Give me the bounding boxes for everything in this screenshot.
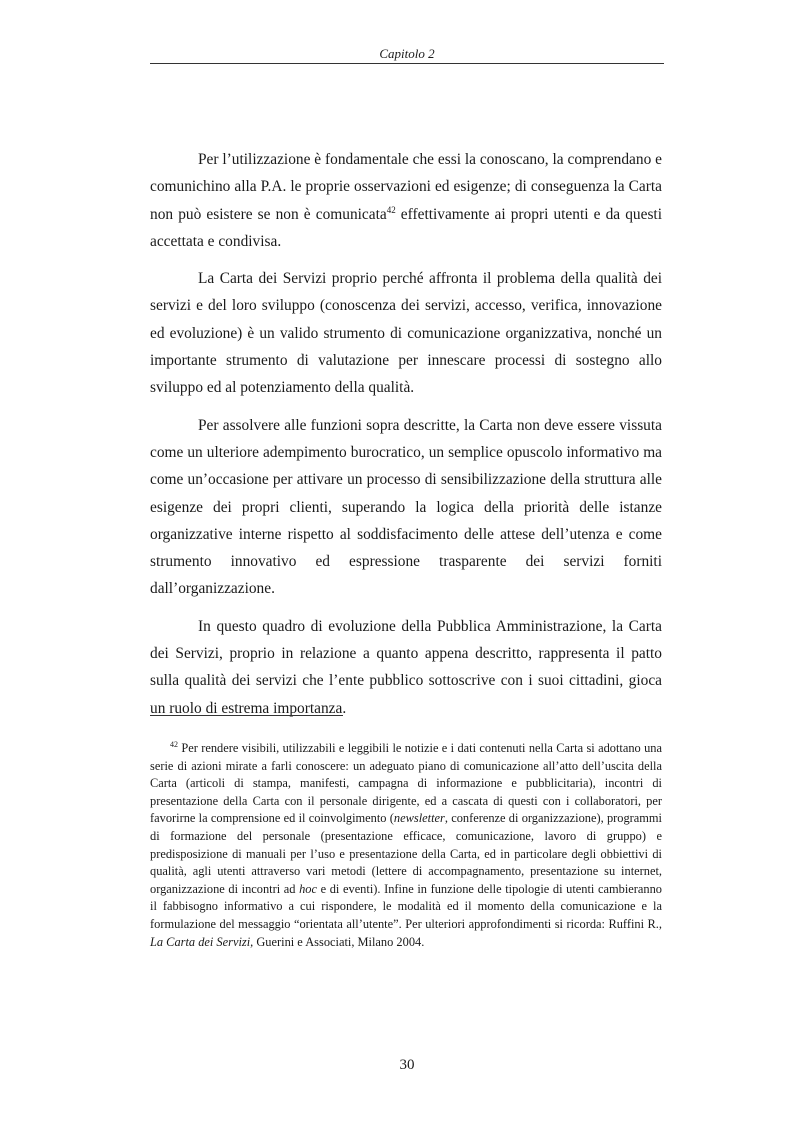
paragraph-1-text-after: effettivamente ai propri utenti e da questi accettata e condivisa. bbox=[150, 205, 662, 250]
footnote-italic-book-title: La Carta dei Servizi, bbox=[150, 934, 254, 949]
main-body bbox=[150, 146, 662, 722]
header-rule bbox=[150, 63, 664, 64]
footnote-text-2: , conferenze di organizzazione), programmi di formazione del personale (presentazione efficace, comunicazione, lavoro di gruppo) e predisposizione di manuali per l’uso e presentazione della Carta, ed in particolare degli obbiettivi di qualità, agli utenti attraverso vari metodi (lettere di accompagnamento, presentazione su internet, organizzazione di incontri ad bbox=[150, 811, 662, 896]
footnote-text-1: Per rendere visibili, utilizzabili e leggibili le notizie e i dati contenuti nella Carta si adottano una serie di azioni mirate a farli conoscere: un adeguato piano di comunicazione all’atto dell’uscita della Carta (articoli di stampa, manifesti, campagna di informazione e pubblicitaria), incontri di presentazione della Carta con il personale dirigente, ed a cascata di questi con i collaboratori, per favorirne la comprensione ed il coinvolgimento ( bbox=[150, 741, 662, 826]
footnote-ref-42[interactable]: 42 bbox=[386, 204, 396, 215]
page-number: 30 bbox=[399, 1057, 415, 1073]
footnote-42 bbox=[150, 740, 662, 951]
running-header: Capitolo 2 bbox=[379, 46, 435, 61]
paragraph-3: Per assolvere alle funzioni sopra descritte, la Carta non deve essere vissuta come un ulteriore adempimento burocratico, un semplice opuscolo informativo ma come un’occasione per attivare un processo di sensibilizzazione della struttura alle esigenze dei propri clienti, superando la logica della priorità delle istanze organizzative interne rispetto al soddisfacimento delle attese dell’utenza e come strumento innovativo ed espressione trasparente dei servizi forniti dall’organizzazione. bbox=[150, 416, 662, 598]
footnote-text-4: Guerini e Associati, Milano 2004. bbox=[253, 934, 425, 949]
footnote-text bbox=[150, 740, 662, 951]
footnote-number: 42 bbox=[170, 740, 178, 749]
paragraph-2: La Carta dei Servizi proprio perché affronta il problema della qualità dei servizi e del loro sviluppo (conoscenza dei servizi, accesso, verifica, innovazione ed evoluzione) è un valido strumento di comunicazione organizzativa, nonché un importante strumento di valutazione per innescare processi di sostegno allo sviluppo ed al potenziamento della qualità. bbox=[150, 270, 662, 397]
footnote-text-3: e di eventi). Infine in funzione delle tipologie di utenti cambieranno il fabbisogno informativo a cui rispondere, le modalità ed il momento della comunicazione e la formulazione del messaggio “orientata all’utente”. Per ulteriori approfondimenti si ricorda: Ruffini R., bbox=[150, 881, 662, 931]
paragraph-1-text-before: Per l’utilizzazione è fondamentale che essi la conoscano, la comprendano e comunichino alla P.A. le proprie osservazioni ed esigenze; di conseguenza la Carta non può esistere se non è comunicata bbox=[150, 151, 662, 223]
paragraph-4: In questo quadro di evoluzione della Pubblica Amministrazione, la Carta dei Servizi, proprio in relazione a quanto appena descritto, rappresenta il patto sulla qualità dei servizi che l’ente pubblico sottoscrive con i suoi cittadini, gioca un ruolo di estrema importanza. bbox=[150, 617, 662, 717]
paragraph-1 bbox=[150, 146, 662, 255]
footnote-italic-hoc: hoc bbox=[299, 881, 317, 896]
footnote-italic-newsletter: newsletter bbox=[393, 811, 445, 826]
footnote-separator bbox=[150, 715, 343, 716]
